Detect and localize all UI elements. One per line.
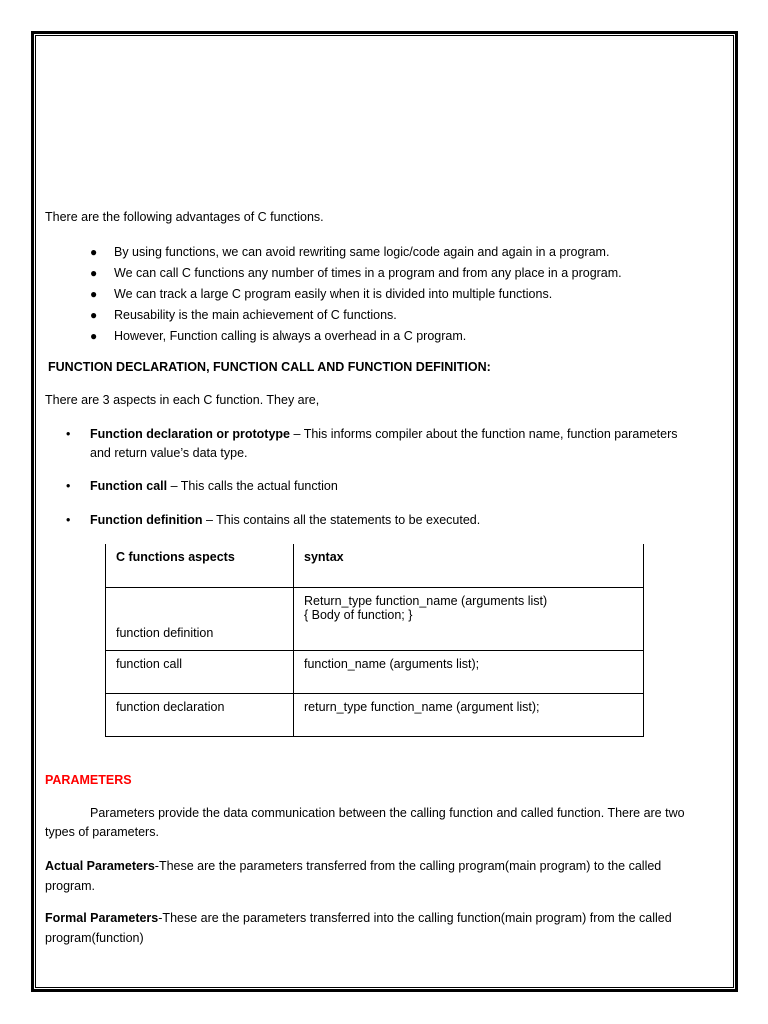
intro-text: There are the following advantages of C functions.: [45, 210, 324, 224]
aspect-term: Function definition: [90, 513, 203, 527]
aspect-term: Function call: [90, 479, 168, 493]
table-header-cell: C functions aspects: [106, 544, 294, 588]
list-item: ● We can call C functions any number of times in a program and from any place in a program.: [90, 263, 622, 284]
aspects-intro: There are 3 aspects in each C function. They are,: [45, 393, 320, 407]
actual-parameters-desc: -These are the parameters transferred from the calling program(main program) to the called: [154, 859, 662, 873]
table-cell: function declaration: [106, 694, 294, 737]
aspect-desc: – This contains all the statements to be executed.: [202, 513, 481, 527]
table-row: [106, 651, 644, 694]
bullet-icon: •: [66, 513, 71, 527]
bullet-icon: ●: [90, 329, 98, 343]
aspect-term: Function declaration or prototype: [90, 427, 291, 441]
parameters-paragraph-cont: types of parameters.: [45, 825, 159, 839]
list-item: ● By using functions, we can avoid rewriting same logic/code again and again in a program.: [90, 242, 622, 263]
bullet-icon: ●: [90, 308, 98, 322]
table-header-cell: syntax: [294, 544, 644, 588]
section-heading: FUNCTION DECLARATION, FUNCTION CALL AND FUNCTION DEFINITION:: [48, 360, 491, 374]
parameters-paragraph: Parameters provide the data communication between the calling function and called function. There are two: [90, 806, 685, 820]
table-row: [106, 694, 644, 737]
table-cell: function call: [106, 651, 294, 694]
advantages-list: [90, 242, 622, 347]
formal-parameters-desc-cont: program(function): [45, 931, 144, 945]
aspect-desc: – This calls the actual function: [167, 479, 338, 493]
formal-parameters-line: [45, 909, 672, 928]
formal-parameters-term: Formal Parameters: [45, 911, 159, 925]
aspect-desc: – This informs compiler about the function name, function parameters: [290, 427, 678, 441]
bullet-icon: •: [66, 479, 71, 493]
table-header-row: [106, 544, 644, 588]
actual-parameters-term: Actual Parameters: [45, 859, 155, 873]
actual-parameters-line: [45, 857, 661, 876]
bullet-icon: •: [66, 427, 71, 441]
table-row: [106, 588, 644, 651]
bullet-icon: ●: [90, 287, 98, 301]
parameters-heading: PARAMETERS: [45, 773, 132, 787]
table-cell: return_type function_name (argument list);: [294, 694, 644, 737]
aspects-table: [105, 544, 644, 737]
aspect-desc-cont: and return value’s data type.: [90, 446, 248, 460]
list-item: ● Reusability is the main achievement of C functions.: [90, 305, 622, 326]
actual-parameters-desc-cont: program.: [45, 879, 96, 893]
table-cell: function definition: [106, 588, 294, 651]
list-item: ● We can track a large C program easily when it is divided into multiple functions.: [90, 284, 622, 305]
table-cell: function_name (arguments list);: [294, 651, 644, 694]
table-cell: Return_type function_name (arguments list) { Body of function; }: [294, 588, 644, 651]
formal-parameters-desc: -These are the parameters transferred into the calling function(main program) from the called: [158, 911, 672, 925]
bullet-icon: ●: [90, 245, 98, 259]
bullet-icon: ●: [90, 266, 98, 280]
list-item: ● However, Function calling is always a overhead in a C program.: [90, 326, 622, 347]
